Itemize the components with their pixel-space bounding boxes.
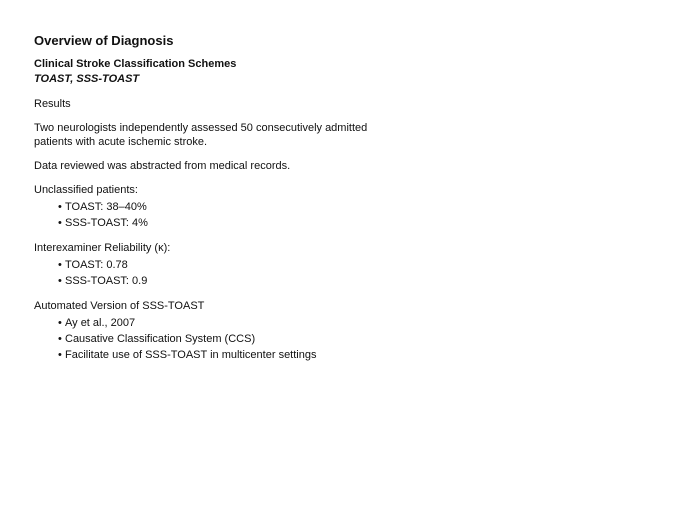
slide-content (34, 33, 674, 373)
group-heading: Automated Version of SSS-TOAST (34, 300, 205, 312)
bullet-list (34, 257, 674, 289)
list-item: • Ay et al., 2007 (58, 315, 674, 331)
results-heading: Results (34, 98, 71, 110)
list-item: • SSS-TOAST: 0.9 (58, 273, 674, 289)
bullet-list (34, 315, 674, 363)
list-item: • TOAST: 38–40% (58, 199, 674, 215)
page-title: Overview of Diagnosis (34, 33, 174, 48)
list-item: • SSS-TOAST: 4% (58, 215, 674, 231)
unclassified-group (34, 183, 674, 231)
group-heading: Unclassified patients: (34, 184, 138, 196)
bullet-list (34, 199, 674, 231)
list-item: • TOAST: 0.78 (58, 257, 674, 273)
reliability-group (34, 241, 674, 289)
schemes-subtitle: TOAST, SSS-TOAST (34, 73, 140, 85)
list-item: • Causative Classification System (CCS) (58, 331, 674, 347)
data-source-note: Data reviewed was abstracted from medical records. (34, 160, 291, 172)
list-item: • Facilitate use of SSS-TOAST in multicenter settings (58, 347, 674, 363)
automated-version-group (34, 299, 674, 363)
section-subtitle: Clinical Stroke Classification Schemes (34, 58, 237, 70)
study-description: Two neurologists independently assessed 50 consecutively admitted patients with acute ischemic stroke. (34, 122, 368, 148)
group-heading: Interexaminer Reliability (κ): (34, 242, 171, 254)
